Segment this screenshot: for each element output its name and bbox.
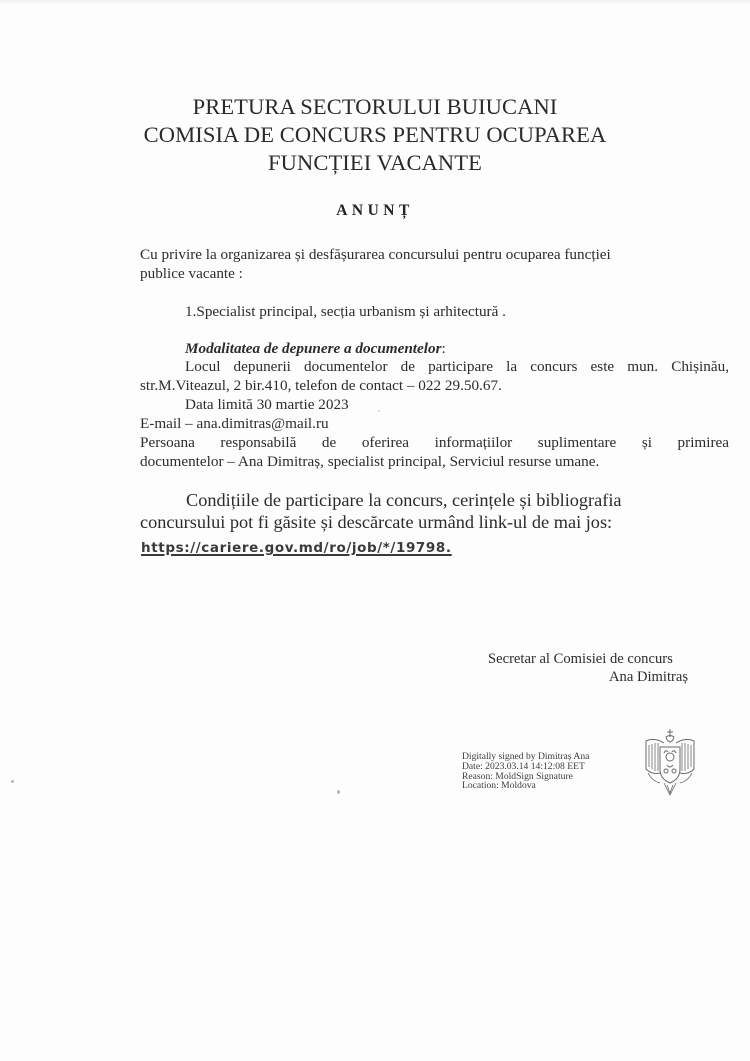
announcement-heading: ANUNȚ xyxy=(336,202,414,219)
deadline: Data limită 30 martie 2023 xyxy=(185,396,349,413)
submission-heading-text: Modalitatea de depunere a documentelor xyxy=(185,340,442,357)
submission-heading xyxy=(185,340,446,358)
commission-title: COMISIA DE CONCURS PENTRU OCUPAREA xyxy=(143,122,607,147)
vacancy-title: FUNCȚIEI VACANTE xyxy=(268,150,482,175)
job-link[interactable]: https://cariere.gov.md/ro/job/*/19798. xyxy=(141,540,452,556)
page-edge xyxy=(0,0,750,4)
digital-signature-date: Date: 2023.03.14 14:12:08 EET xyxy=(462,760,585,772)
scan-speck xyxy=(337,790,340,794)
digital-signed-by: Digitally signed by Dimitraș Ana xyxy=(462,751,590,762)
contact-line-2: documentelor – Ana Dimitraș, specialist principal, Serviciul resurse umane. xyxy=(140,453,600,470)
contact-line-1: Persoana responsabilă de oferirea informațiilor suplimentare și primirea xyxy=(140,434,729,451)
conditions-line-1: Condițiile de participare la concurs, cerințele și bibliografia xyxy=(186,490,622,510)
submission-heading-colon: : xyxy=(441,340,446,357)
coat-of-arms-icon xyxy=(640,725,700,797)
digital-signature-reason: Reason: MoldSign Signature xyxy=(462,770,573,782)
signature-name: Ana Dimitraș xyxy=(609,669,689,685)
conditions-line-2: concursului pot fi găsite și descărcate urmând link-ul de mai jos: xyxy=(140,512,613,532)
email-line: E-mail – ana.dimitras@mail.ru xyxy=(140,415,329,432)
scan-speck xyxy=(11,780,14,783)
scan-speck xyxy=(378,410,380,412)
position-item: 1.Specialist principal, secția urbanism și arhitectură . xyxy=(185,303,506,320)
institution-title: PRETURA SECTORULUI BUIUCANI xyxy=(192,94,558,119)
location-line-2: str.M.Viteazul, 2 bir.410, telefon de contact – 022 29.50.67. xyxy=(140,377,502,394)
signature-role: Secretar al Comisiei de concurs xyxy=(488,651,673,667)
digital-signature-location: Location: Moldova xyxy=(462,780,536,792)
intro-line-1: Cu privire la organizarea și desfășurarea concursului pentru ocuparea funcției xyxy=(140,246,611,263)
location-line-1: Locul depunerii documentelor de participare la concurs este mun. Chișinău, xyxy=(185,358,729,375)
digital-signature-block xyxy=(462,752,589,791)
intro-line-2: publice vacante : xyxy=(140,265,243,282)
